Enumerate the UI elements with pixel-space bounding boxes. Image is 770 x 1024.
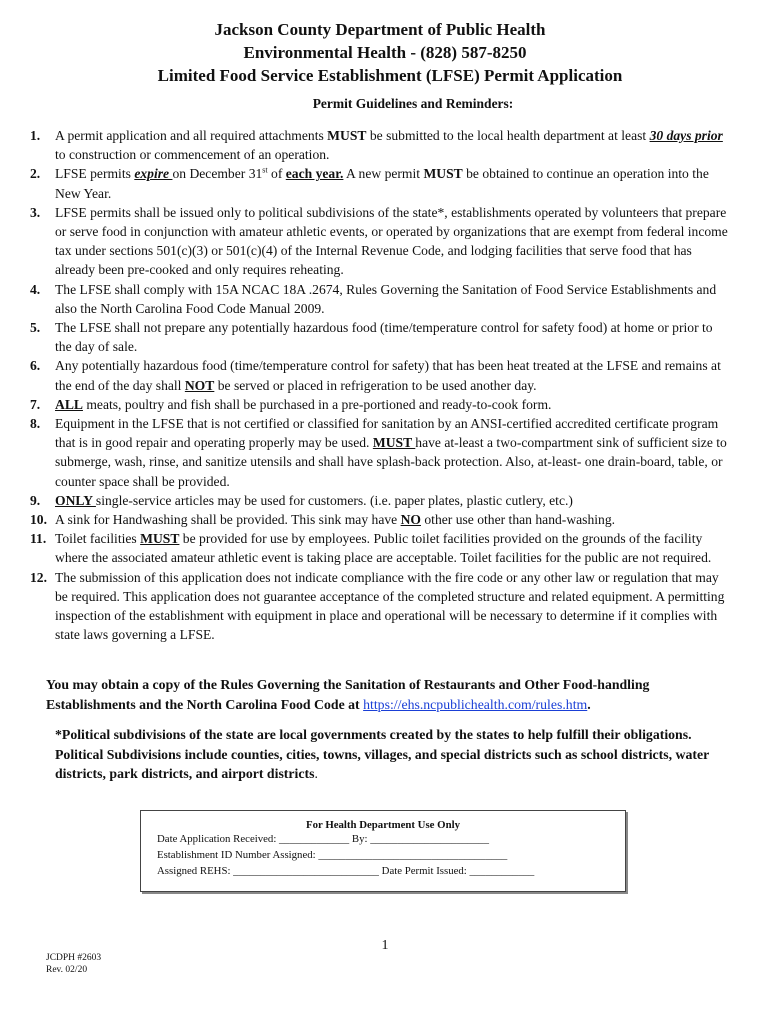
item-text: The submission of this application does not indicate compliance with the fire code or any other law or regulation that may be required. This application does not guarantee acceptance of the completed structure and related equipment. A permitting inspection of the establishment with equipment in place and operational will be necessary to determine if it complies with state laws governing a LFSE. (55, 569, 725, 643)
item-text: The LFSE shall comply with 15A NCAC 18A .2674, Rules Governing the Sanitation of Food Service Establishments and also the North Carolina Food Code Manual 2009. (55, 281, 717, 316)
list-item (30, 568, 730, 645)
assigned-rehs-row: Assigned REHS: ___________________________ Date Permit Issued: ____________ (157, 865, 535, 877)
list-item (30, 318, 730, 356)
emphasis: expire (134, 166, 173, 182)
item-text: A sink for Handwashing shall be provided. This sink may have (55, 512, 401, 528)
political-subdivisions-note (55, 725, 725, 784)
office-use-title: For Health Department Use Only (306, 819, 460, 831)
superscript: st (262, 165, 268, 175)
item-text: A new permit (343, 166, 424, 182)
item-text: meats, poultry and fish shall be purchased in a pre-portioned and ready-to-cook form. (82, 396, 552, 412)
item-text: Toilet facilities (55, 531, 141, 547)
emphasis: each year. (285, 166, 344, 182)
item-text: A permit application and all required attachments (55, 128, 328, 143)
rules-link[interactable]: https://ehs.ncpublichealth.com/rules.htm (363, 696, 588, 712)
list-item (30, 395, 730, 414)
emphasis: NO (400, 512, 421, 528)
item-number: 9. (30, 492, 41, 508)
item-number: 3. (30, 204, 41, 220)
item-text: be served or placed in refrigeration to be used another day. (214, 377, 537, 393)
item-text: be submitted to the local health department at least (366, 128, 650, 143)
emphasis: ALL (55, 396, 83, 412)
political-note-text: *Political subdivisions of the state are local governments created by the states to help fulfill their obligations. Political Subdivisions include counties, cities, towns, villages, and special districts such as school districts, water districts, park districts, and airport districts (55, 727, 709, 781)
rules-note-end: . (587, 696, 591, 712)
emphasis: MUST (327, 128, 367, 143)
political-note-end: . (314, 766, 318, 781)
form-title: Limited Food Service Establishment (LFSE) Permit Application (157, 66, 623, 85)
form-revision: Rev. 02/20 (46, 965, 88, 975)
item-text: be provided for use by employees. Public toilet facilities provided on the grounds of the facility where the associated amateur athletic event is taking place are acceptable. Toilet facilities for the public are not required. (55, 531, 712, 566)
date-received-row: Date Application Received: _____________ By: ______________________ (157, 833, 489, 845)
item-number: 2. (30, 166, 41, 182)
list-item (30, 414, 730, 491)
form-id: JCDPH #2603 (46, 953, 102, 963)
guidelines-list (30, 126, 730, 644)
emphasis: MUST (372, 435, 416, 451)
item-text: single-service articles may be used for customers. (i.e. paper plates, plastic cutlery, etc.) (95, 492, 573, 508)
list-item (30, 491, 730, 510)
list-item (30, 164, 730, 202)
form-footer (46, 952, 101, 976)
emphasis: MUST (140, 531, 180, 547)
list-item (30, 280, 730, 318)
item-number: 4. (30, 281, 41, 297)
item-text: The LFSE shall not prepare any potentially hazardous food (time/temperature control for safety food) at home or prior to the day of sale. (55, 320, 713, 355)
item-text: LFSE permits (55, 166, 135, 182)
emphasis: MUST (423, 166, 463, 182)
item-text: on December 31 (172, 166, 263, 182)
item-text: Equipment in the LFSE that is not certified or classified for sanitation by an ANSI-certified accredited certificate program that is in good repair and operating properly may be used. (55, 416, 719, 451)
emphasis: ONLY (55, 492, 96, 508)
item-number: 1. (30, 128, 41, 143)
list-item (30, 203, 730, 280)
item-number: 5. (30, 320, 41, 336)
item-number: 8. (30, 416, 41, 432)
emphasis: 30 days prior (649, 128, 723, 143)
item-number: 12. (30, 569, 47, 585)
item-text: Any potentially hazardous food (time/temperature control for safety) that has been heat treated at the LFSE and remains at the end of the day shall (55, 358, 721, 393)
item-number: 11. (30, 531, 47, 547)
item-number: 7. (30, 396, 41, 412)
department-phone: Environmental Health - (828) 587-8250 (243, 43, 527, 62)
rules-reference-note (46, 675, 726, 714)
item-text: of (267, 166, 286, 182)
list-item (30, 356, 730, 394)
item-text: have at-least a two-compartment sink of sufficient size to submerge, wash, rinse, and sanitize utensils and shall have splash-back protection. Also, at-least- one drain-board, table, or counter space shall be provided. (55, 435, 727, 489)
item-text: to construction or commencement of an operation. (55, 147, 330, 163)
page-number: 1 (381, 938, 389, 953)
list-item (30, 510, 730, 529)
guidelines-heading: Permit Guidelines and Reminders: (312, 96, 514, 111)
document-header (0, 18, 770, 87)
item-number: 6. (30, 358, 41, 374)
item-text: other use other than hand-washing. (420, 512, 616, 528)
office-use-box (140, 810, 626, 892)
item-number: 10. (30, 512, 47, 528)
establishment-id-row: Establishment ID Number Assigned: ___________________________________ (157, 849, 508, 861)
department-title: Jackson County Department of Public Health (214, 20, 546, 39)
item-text: be obtained to continue an operation into the New Year. (55, 166, 709, 201)
rules-note-text: You may obtain a copy of the Rules Governing the Sanitation of Restaurants and Other Food-handling Establishments and the North Carolina Food Code at (46, 677, 650, 712)
item-text: LFSE permits shall be issued only to political subdivisions of the state*, establishments operated by volunteers that prepare or serve food in conjunction with amateur athletic events, or operated by organizations that are exempt from federal income tax under sections 501(c)(3) or 501(c)(4) of the Internal Revenue Code, and lodging facilities that serve food that has already been pre-cooked and only requires reheating. (55, 204, 728, 278)
emphasis: NOT (184, 377, 215, 393)
list-item (30, 529, 730, 567)
list-item (30, 126, 730, 164)
